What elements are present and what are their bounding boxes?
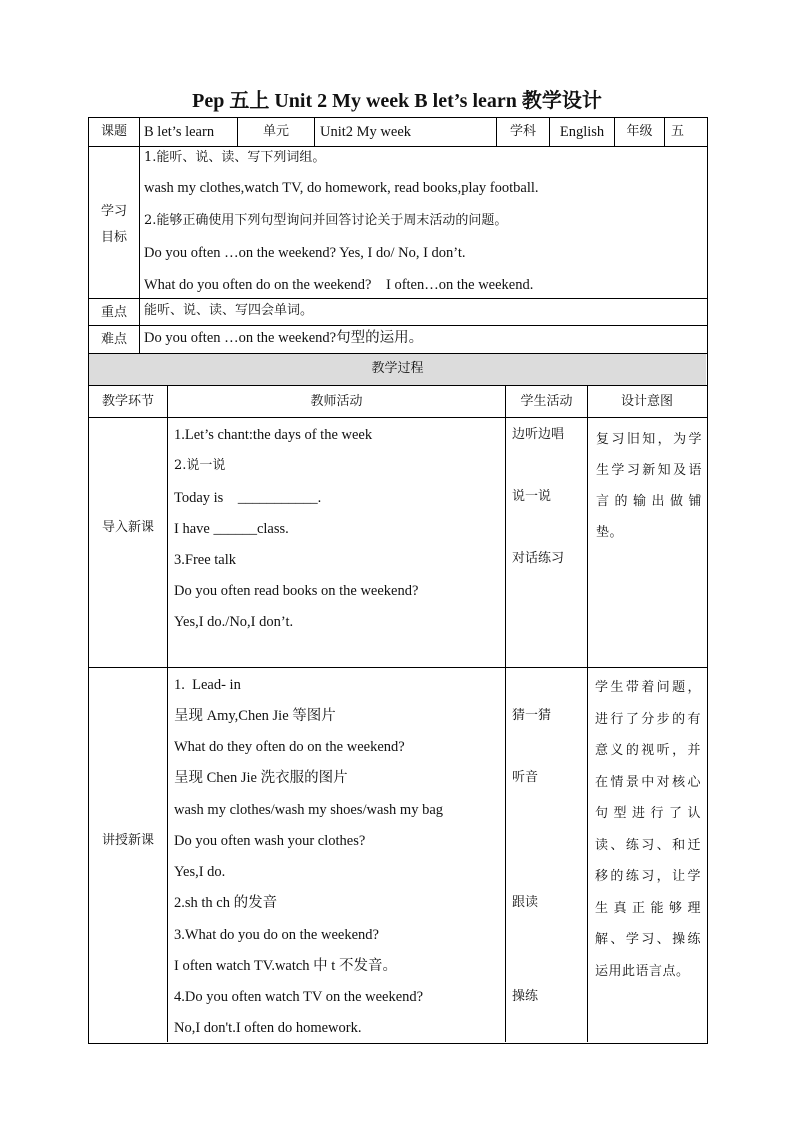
objective-line: What do you often do on the weekend? I often…on the weekend. [144, 277, 534, 293]
teacher-activity-line: Do you often wash your clothes? [174, 833, 366, 849]
grade-label: 年级 [626, 124, 653, 139]
objectives-label-2: 目标 [100, 230, 127, 245]
teacher-activity-line: What do they often do on the weekend? [174, 739, 405, 755]
subject-label: 学科 [509, 124, 536, 139]
column-header-teacher: 教师活动 [310, 394, 363, 409]
teacher-activity-line: 呈现 Amy,Chen Jie 等图片 [174, 708, 336, 724]
teacher-activity-line: 4.Do you often watch TV on the weekend? [174, 989, 424, 1005]
grade-value: 五 [671, 124, 685, 139]
objectives-label-1: 学习 [100, 204, 127, 219]
design-intent-new-lesson: 学生带着问题，进行了分步的有意义的视听，并在情景中对核心句型进行了认读、练习、和迁移的练习，让学生真正能够理解、学习、操练运用此语言点。 [595, 680, 701, 979]
student-activity: 猜一猜 [512, 708, 552, 723]
key-point-value: 能听、说、读、写四会单词。 [144, 303, 314, 318]
teacher-activity-line: Yes,I do. [174, 864, 226, 880]
objective-line: Do you often …on the weekend? Yes, I do/ No, I don’t. [144, 245, 466, 261]
unit-value: Unit2 My week [320, 124, 412, 140]
objective-line: 1.能听、说、读、写下列词组。 [144, 150, 326, 165]
teacher-activity-line: Today is ___________. [174, 490, 322, 506]
teacher-activity-line: Yes,I do./No,I don’t. [174, 614, 294, 630]
column-header-student: 学生活动 [520, 394, 573, 409]
teacher-activity-line: 3.What do you do on the weekend? [174, 927, 379, 943]
teacher-activity-line: 2.说一说 [174, 458, 226, 473]
teacher-activity-line: Do you often read books on the weekend? [174, 583, 419, 599]
student-activity: 对话练习 [512, 551, 565, 566]
unit-label: 单元 [262, 124, 289, 139]
student-activity: 说一说 [512, 489, 552, 504]
topic-value: B let’s learn [144, 124, 215, 140]
difficulty-value: Do you often …on the weekend?句型的运用。 [144, 330, 424, 346]
objective-line: wash my clothes,watch TV, do homework, read books,play football. [144, 180, 539, 196]
teacher-activity-line: No,I don't.I often do homework. [174, 1020, 362, 1036]
key-point-label: 重点 [100, 305, 127, 320]
student-activity: 听音 [512, 770, 539, 785]
student-activity: 跟读 [512, 895, 539, 910]
subject-value: English [559, 124, 605, 140]
topic-label: 课题 [100, 124, 127, 139]
stage-intro: 导入新课 [101, 520, 154, 535]
teacher-activity-line: 3.Free talk [174, 552, 237, 568]
stage-new-lesson: 讲授新课 [101, 833, 154, 848]
teacher-activity-line: 呈现 Chen Jie 洗衣服的图片 [174, 770, 348, 786]
design-intent-intro: 复习旧知，为学生学习新知及语言的输出做铺垫。 [596, 432, 702, 540]
column-header-design: 设计意图 [620, 394, 673, 409]
column-header-stage: 教学环节 [101, 394, 154, 409]
teacher-activity-line: wash my clothes/wash my shoes/wash my bag [174, 802, 444, 818]
difficulty-label: 难点 [100, 332, 127, 347]
teacher-activity-line: I often watch TV.watch 中 t 不发音。 [174, 958, 397, 974]
teacher-activity-line: 1.Let’s chant:the days of the week [174, 427, 373, 443]
document-title: Pep 五上 Unit 2 My week B let’s learn 教学设计 [192, 90, 602, 112]
process-title: 教学过程 [371, 361, 424, 376]
student-activity: 边听边唱 [512, 427, 565, 442]
objective-line: 2.能够正确使用下列句型询问并回答讨论关于周末活动的问题。 [144, 213, 508, 228]
teacher-activity-line: 1. Lead- in [174, 677, 241, 693]
teacher-activity-line: I have ______class. [174, 521, 289, 537]
student-activity: 操练 [512, 989, 539, 1004]
teacher-activity-line: 2.sh th ch 的发音 [174, 895, 278, 911]
